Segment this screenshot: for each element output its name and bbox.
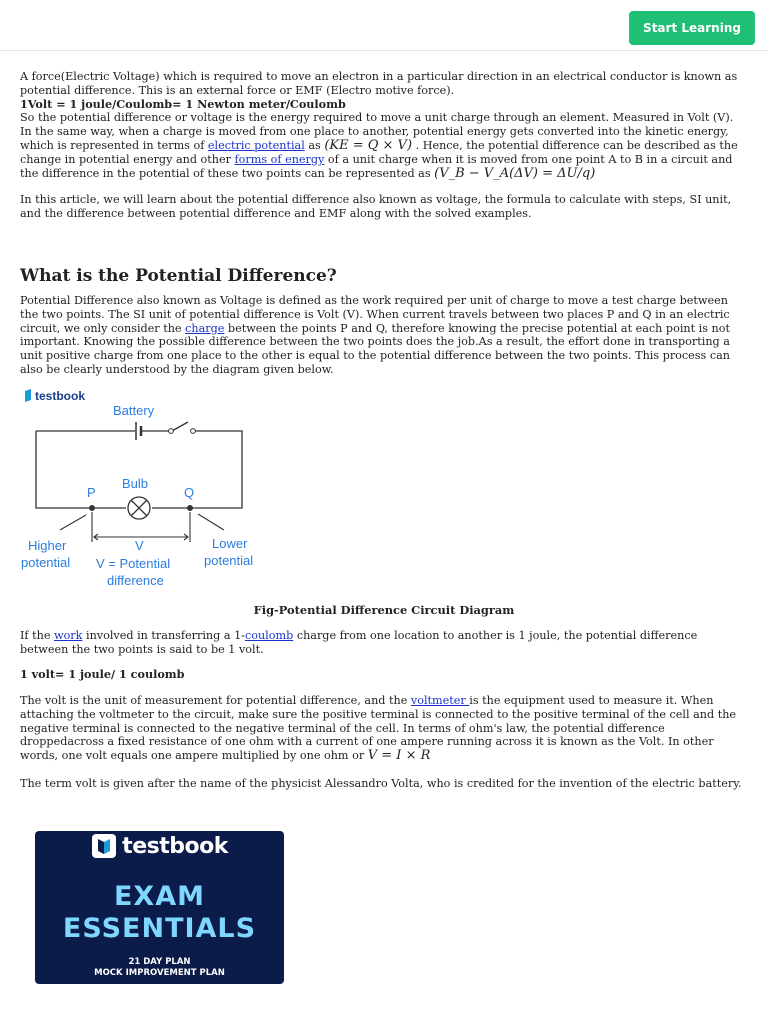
potential-difference-formula: (V_B − V_A(ΔV) = ΔU/q) (434, 165, 596, 181)
higher-label-line1: Higher (28, 538, 67, 553)
top-bar (0, 0, 768, 51)
higher-pointer (60, 515, 86, 530)
bulb-icon (128, 497, 150, 519)
definition-text-a: Potential Difference also known as Voltage is defined as the work required per unit of charge to move a test charge between the two points. The SI unit of potential difference is Volt (V). When current travels between two places P and Q in an electric circuit, we only consider the (20, 294, 730, 335)
p4-text-b: as (304, 138, 325, 152)
banner-logo-row (35, 831, 284, 861)
lower-label-line2: potential (204, 553, 254, 568)
work-text-b: involved in transferring a 1- (82, 629, 245, 642)
diagram-brand: testbook (35, 389, 86, 403)
intro-section (20, 70, 748, 221)
point-p-dot (89, 505, 95, 511)
point-p-label: P (87, 485, 96, 500)
volt-equation: 1 volt= 1 joule/ 1 coulomb (20, 667, 185, 681)
banner-plan-line1: 21 DAY PLAN (128, 957, 191, 967)
volta-paragraph: The term volt is given after the name of the physicist Alessandro Volta, who is credited for the invention of the electric battery. (20, 777, 742, 790)
battery-label: Battery (113, 403, 155, 418)
switch-contact-left (169, 429, 174, 434)
section-heading: What is the Potential Difference? (20, 266, 337, 286)
point-q-dot (187, 505, 193, 511)
point-q-label: Q (184, 485, 195, 500)
p4-text-a: In the same way, when a charge is moved from one place to another, potential energy gets converted into the kinetic energy, which is represented in terms of (20, 125, 729, 152)
banner-plan-line2: MOCK IMPROVEMENT PLAN (94, 968, 225, 978)
intro-paragraph-1: A force(Electric Voltage) which is required to move an electron in a particular direction in an electrical conductor is known as potential difference. This is an external force or EMF (Electro motive force). (20, 70, 738, 97)
voltmeter-link[interactable]: voltmeter (410, 694, 470, 707)
testbook-logo-icon (91, 833, 117, 859)
circuit-wires (36, 422, 242, 508)
definition-paragraph (20, 294, 748, 377)
exam-essentials-banner[interactable] (35, 831, 284, 984)
testbook-logo-icon (25, 389, 31, 402)
intro-paragraph-3: So the potential difference or voltage is the energy required to move a unit charge through an element. Measured in Volt (V). (20, 111, 734, 125)
higher-label-line2: potential (21, 555, 71, 570)
voltmeter-text-a: The volt is the unit of measurement for potential difference, and the (20, 694, 411, 707)
voltage-label: V (135, 538, 144, 553)
ohms-law-formula: V = I × R (367, 748, 431, 764)
voltage-definition-line1: V = Potential (96, 556, 171, 571)
switch-contact-right (191, 429, 196, 434)
diagram-logo (25, 389, 85, 403)
circuit-diagram (18, 384, 278, 594)
banner-plan (35, 957, 284, 979)
p4-text-d: of a unit charge when it is moved from one point A to B in a circuit and the difference in the potential of these two points can be represented as (20, 152, 733, 180)
intro-paragraph-5: In this article, we will learn about the potential difference also known as voltage, the formula to calculate with steps, SI unit, and the difference between potential difference and EMF along with the solved examples. (20, 193, 732, 221)
work-paragraph (20, 629, 748, 657)
forms-of-energy-link[interactable]: forms of energy (234, 152, 325, 166)
volt-definition: 1Volt = 1 joule/Coulomb= 1 Newton meter/Coulomb (20, 96, 346, 111)
banner-brand: testbook (122, 833, 228, 859)
voltage-definition-line2: difference (107, 573, 164, 588)
banner-title-line1: EXAM (113, 881, 206, 912)
electric-potential-link[interactable]: electric potential (207, 138, 305, 152)
kinetic-energy-formula: (KE = Q × V) (324, 137, 413, 153)
start-learning-button[interactable]: Start Learning (629, 11, 755, 45)
work-text-c: charge from one location to another is 1 joule, the potential difference between the two points is said to be 1 volt. (20, 629, 698, 656)
coulomb-link[interactable]: coulomb (244, 629, 294, 642)
p4-text-c: . Hence, the potential difference can be described as the change in potential energy and other (20, 138, 738, 166)
banner-title-line2: ESSENTIALS (62, 913, 257, 944)
voltmeter-paragraph (20, 694, 748, 763)
work-link[interactable]: work (54, 629, 83, 642)
intro-paragraph-4 (20, 125, 748, 180)
charge-link[interactable]: charge (185, 321, 225, 335)
bulb-label: Bulb (122, 476, 149, 491)
diagram-caption: Fig-Potential Difference Circuit Diagram (253, 603, 515, 617)
definition-text-b: between the points P and Q, therefore knowing the precise potential at each point is not important. Knowing the possible difference between the two points does the job.As a result, the effort done in transporting a unit positive charge from one place to the other is equal to the potential difference between the two points. This process can also be clearly understood by the diagram given below. (20, 321, 730, 376)
voltmeter-text-b: is the equipment used to measure it. When attaching the voltmeter to the circuit, make sure the positive terminal is connected to the positive terminal of the cell and the negative terminal is connected to the negative terminal of the cell. In terms of ohm's law, the potential difference droppedacross a fixed resistance of one ohm with a current of one ampere running across it is known as the Volt. In other words, one volt equals one ampere multiplied by one ohm or (20, 694, 737, 763)
work-text-a: If the (20, 629, 54, 642)
lower-label-line1: Lower (212, 536, 248, 551)
lower-pointer (198, 514, 224, 530)
